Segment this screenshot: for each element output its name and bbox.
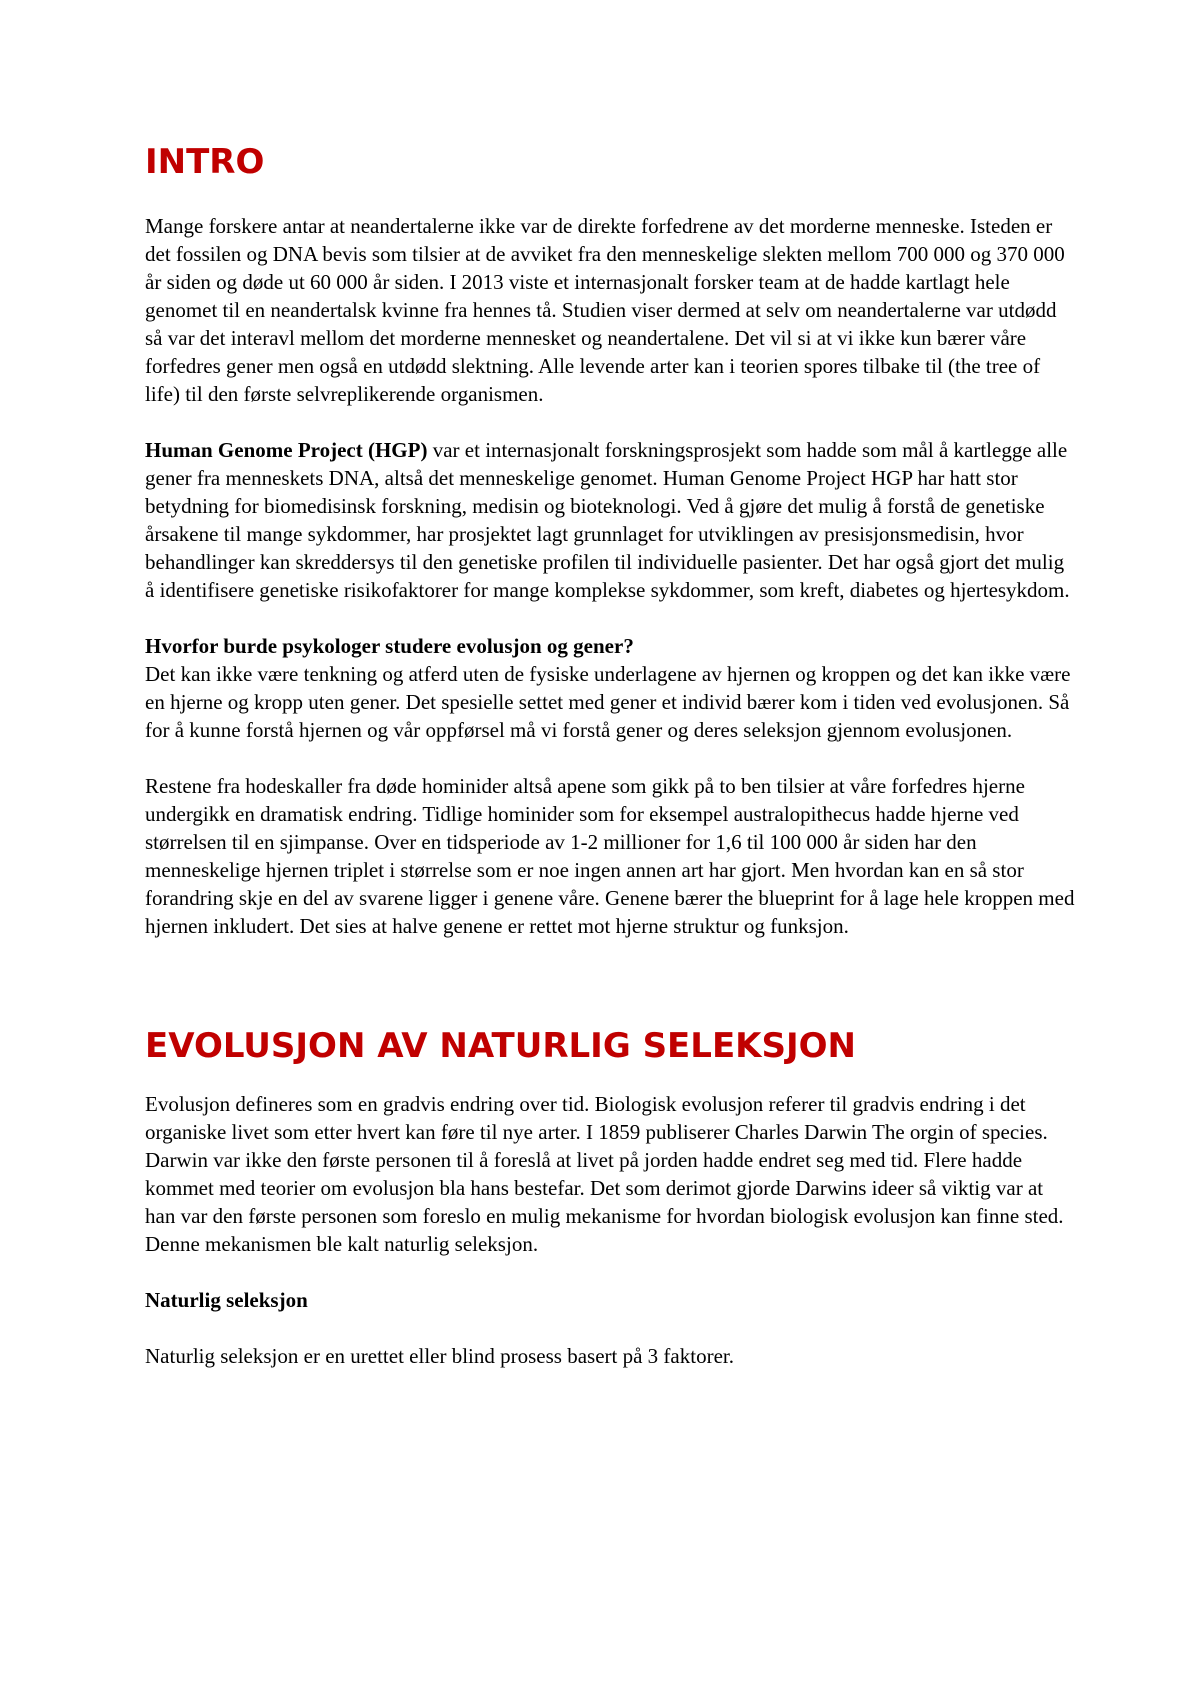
hgp-paragraph-text: var et internasjonalt forskningsprosjekt som hadde som mål å kartlegge alle gener fra menneskets DNA, altså det menneskelige genomet. Human Genome Project HGP har hatt stor betydning for biomedisinsk forskning, medisin og bioteknologi. Ved å gjøre det mulig å forstå de genetiske årsakene til mange sykdommer, har prosjektet lagt grunnlaget for utviklingen av presisjonsmedisin, hvor behandlinger kan skreddersys til den genetiske profilen til individuelle pasienter. Det har også gjort det mulig å identifisere genetiske risikofaktorer for mange komplekse sykdommer, som kreft, diabetes og hjertesykdom. — [145, 438, 1070, 602]
evolution-paragraph-factors: Naturlig seleksjon er en urettet eller blind prosess basert på 3 faktorer. — [145, 1344, 734, 1368]
intro-paragraph-neanderthal: Mange forskere antar at neandertalerne ikke var de direkte forfedrene av det morderne menneske. Isteden er det fossilen og DNA bevis som tilsier at de avviket fra den menneskelige slekten mellom 700 000 og 370 000 år siden og døde ut 60 000 år siden. I 2013 viste et internasjonalt forsker team at de hadde kartlagt hele genomet til en neandertalsk kvinne fra hennes tå. Studien viser dermed at selv om neandertalerne var utdødd så var det interavl mellom det morderne mennesket og neandertalene. Det vil si at vi ikke kun bærer våre forfedres gener men også en utdødd slektning. Alle levende arter kan i teorien spores tilbake til (the tree of life) til den første selvreplikerende organismen. — [145, 214, 1065, 406]
intro-paragraph-psychology: Det kan ikke være tenkning og atferd uten de fysiske underlagene av hjernen og kroppen og det kan ikke være en hjerne og kropp uten gener. Det spesielle settet med gener et individ bærer kom i tiden ved evolusjonen. Så for å kunne forstå hjernen og vår oppførsel må vi forstå gener og deres seleksjon gjennom evolusjonen. — [145, 662, 1071, 742]
evolution-paragraph-darwin: Evolusjon defineres som en gradvis endring over tid. Biologisk evolusjon referer til gradvis endring i det organiske livet som etter hvert kan føre til nye arter. I 1859 publiserer Charles Darwin The orgin of species. Darwin var ikke den første personen til å foreslå at livet på jorden hadde endret seg med tid. Flere hadde kommet med teorier om evolusjon bla hans bestefar. Det som derimot gjorde Darwins ideer så viktig var at han var den første personen som foreslo en mulig mekanisme for hvordan biologisk evolusjon kan finne sted. Denne mekanismen ble kalt naturlig seleksjon. — [145, 1092, 1064, 1256]
evolution-subheading-natural-selection: Naturlig seleksjon — [145, 1288, 308, 1312]
intro-heading: INTRO — [145, 142, 265, 182]
evolution-heading: EVOLUSJON AV NATURLIG SELEKSJON — [145, 1026, 857, 1066]
intro-subheading-psychology: Hvorfor burde psykologer studere evolusjon og gener? — [145, 634, 634, 658]
hgp-bold-lead: Human Genome Project (HGP) — [145, 438, 428, 462]
intro-paragraph-hgp — [145, 436, 1075, 604]
document-content — [145, 140, 1075, 1370]
intro-paragraph-hominids: Restene fra hodeskaller fra døde hominider altså apene som gikk på to ben tilsier at våre forfedres hjerne undergikk en dramatisk endring. Tidlige hominider som for eksempel australopithecus hadde hjerne ved størrelsen til en sjimpanse. Over en tidsperiode av 1-2 millioner for 1,6 til 100 000 år siden har den menneskelige hjernen triplet i størrelse som er noe ingen annen art har gjort. Men hvordan kan en så stor forandring skje en del av svarene ligger i genene våre. Genene bærer the blueprint for å lage hele kroppen med hjernen inkludert. Det sies at halve genene er rettet mot hjerne struktur og funksjon. — [145, 774, 1075, 938]
